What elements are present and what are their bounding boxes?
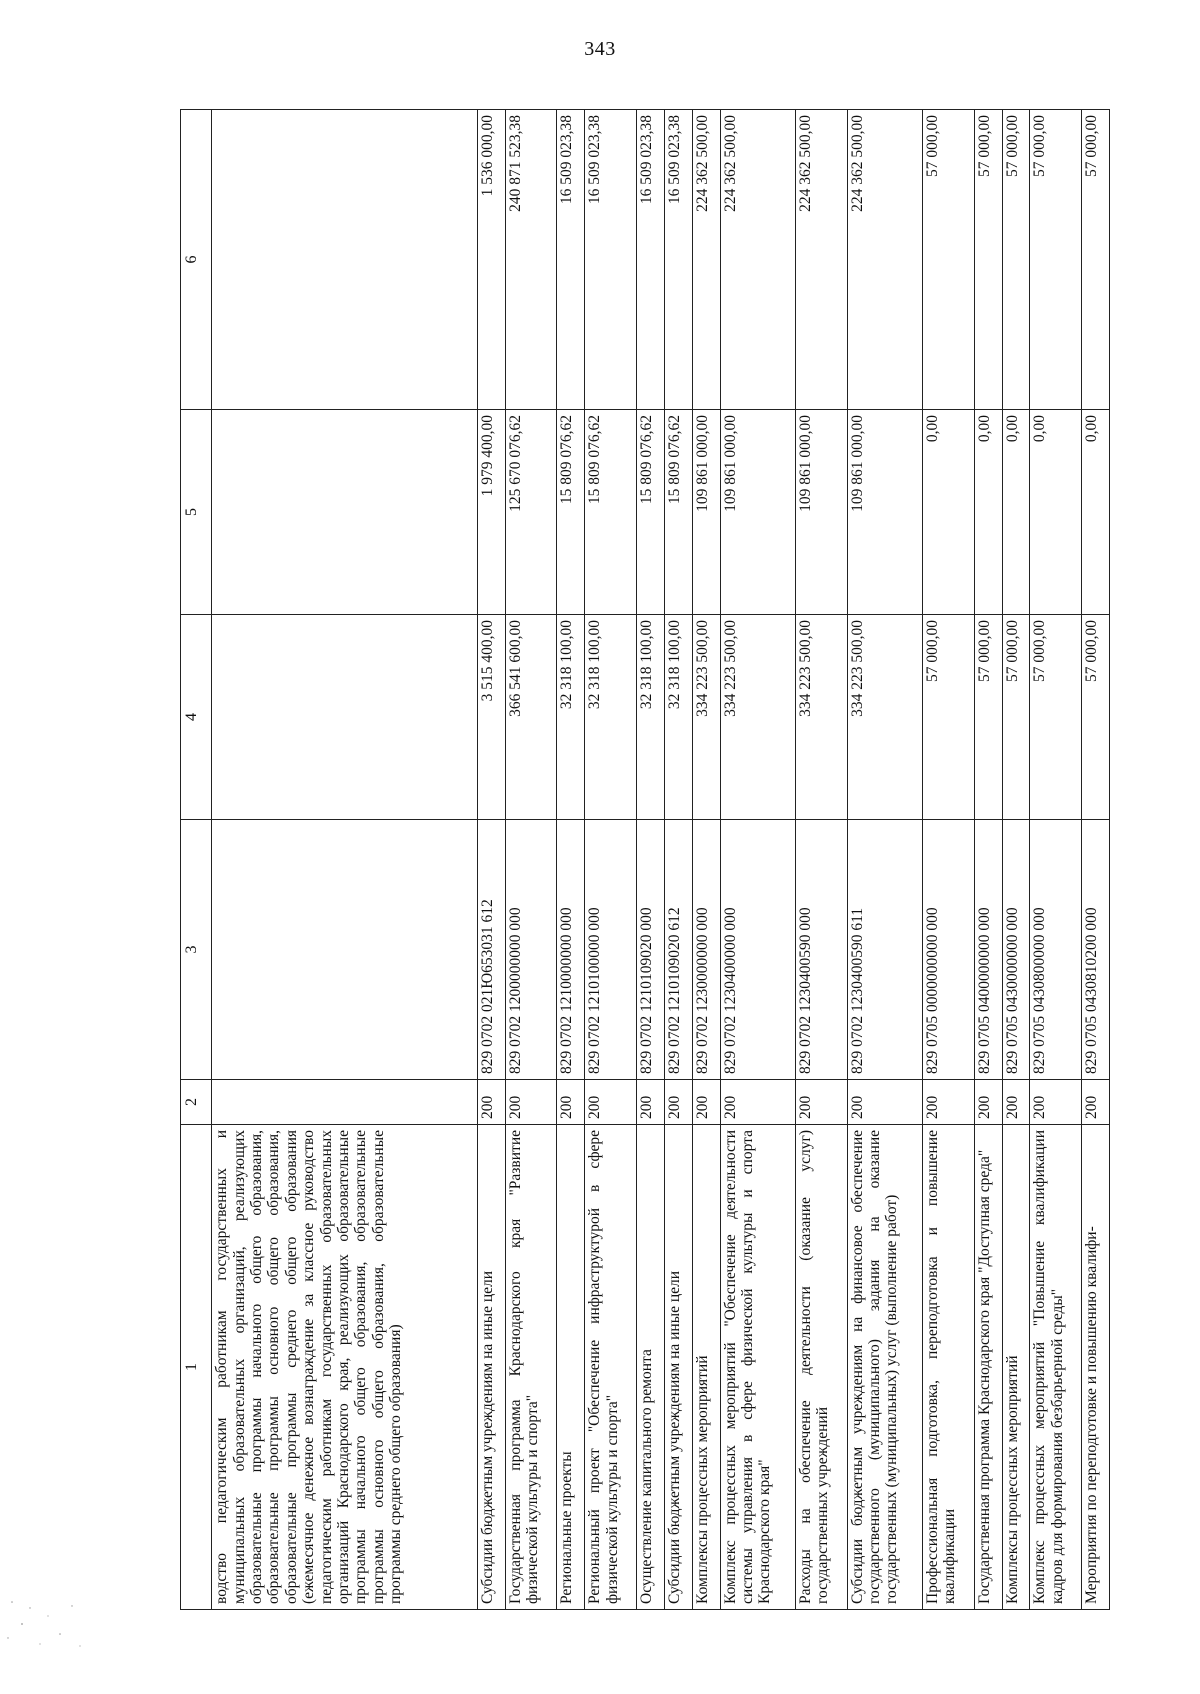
row-amount-2024-cell: 0,00: [1002, 410, 1030, 615]
table-row: [1002, 110, 1030, 1610]
table-row: [720, 110, 795, 1610]
row-amount-total-cell: 57 000,00: [1030, 615, 1082, 820]
row-amount-2025-cell: [212, 110, 478, 410]
table-header-row: [181, 110, 212, 1610]
row-amount-2025-cell: 224 362 500,00: [692, 110, 720, 410]
row-amount-2024-cell: 15 809 076,62: [664, 410, 692, 615]
row-amount-total-cell: 334 223 500,00: [847, 615, 922, 820]
row-name-cell: Расходы на обеспечение деятельности (оказание услуг) государственных учреждений: [795, 1125, 847, 1610]
row-code-cell: 829 0702 1230400000 000: [720, 820, 795, 1080]
row-code-cell: [212, 820, 478, 1080]
table-row: [795, 110, 847, 1610]
header-cell: 2: [181, 1080, 212, 1125]
row-amount-total-cell: 334 223 500,00: [720, 615, 795, 820]
row-code-cell: 829 0705 0000000000 000: [923, 820, 975, 1080]
row-code-cell: 829 0705 0430000000 000: [1002, 820, 1030, 1080]
header-cell: 4: [181, 615, 212, 820]
row-code-cell: 829 0705 0430810200 000: [1082, 820, 1110, 1080]
row-code-cell: 829 0702 1230400590 000: [795, 820, 847, 1080]
header-cell: 1: [181, 1125, 212, 1610]
row-category-cell: 200: [720, 1080, 795, 1125]
row-name-cell: Осуществление капитального ремонта: [636, 1125, 664, 1610]
row-amount-2025-cell: 16 509 023,38: [636, 110, 664, 410]
row-amount-2025-cell: 240 871 523,38: [505, 110, 557, 410]
table-row: [477, 110, 505, 1610]
row-code-cell: 829 0702 1210109020 000: [636, 820, 664, 1080]
row-category-cell: 200: [585, 1080, 637, 1125]
row-code-cell: 829 0705 0430800000 000: [1030, 820, 1082, 1080]
row-code-cell: 829 0702 021Ю653031 612: [477, 820, 505, 1080]
row-amount-2024-cell: 0,00: [974, 410, 1002, 615]
row-code-cell: 829 0702 1210109020 612: [664, 820, 692, 1080]
row-amount-2024-cell: 0,00: [1030, 410, 1082, 615]
row-name-cell: Мероприятия по переподготовке и повышению квалифи-: [1082, 1125, 1110, 1610]
table-row: [1030, 110, 1082, 1610]
row-category-cell: 200: [505, 1080, 557, 1125]
row-amount-2025-cell: 16 509 023,38: [557, 110, 585, 410]
row-amount-2025-cell: 16 509 023,38: [664, 110, 692, 410]
row-amount-total-cell: [212, 615, 478, 820]
row-name-cell: Субсидии бюджетным учреждениям на финансовое обеспечение государственного (муниципального) задания на оказание государственных (муниципальных) услуг (выполнение работ): [847, 1125, 922, 1610]
row-code-cell: 829 0705 0400000000 000: [974, 820, 1002, 1080]
row-amount-total-cell: 32 318 100,00: [585, 615, 637, 820]
row-amount-total-cell: 57 000,00: [974, 615, 1002, 820]
page-number: 343: [584, 38, 616, 60]
row-category-cell: 200: [974, 1080, 1002, 1125]
row-amount-2025-cell: 224 362 500,00: [847, 110, 922, 410]
row-amount-2025-cell: 224 362 500,00: [795, 110, 847, 410]
row-code-cell: 829 0702 1230000000 000: [692, 820, 720, 1080]
table-row: [923, 110, 975, 1610]
row-amount-2024-cell: 15 809 076,62: [585, 410, 637, 615]
row-category-cell: [212, 1080, 478, 1125]
row-amount-total-cell: 57 000,00: [1082, 615, 1110, 820]
row-amount-total-cell: 57 000,00: [1002, 615, 1030, 820]
row-name-cell: Государственная программа Краснодарского края "Доступная среда": [974, 1125, 1002, 1610]
row-amount-2024-cell: 125 670 076,62: [505, 410, 557, 615]
row-name-cell: водство педагогическим работникам государственных и муниципальных образовательных организаций, реализующих образовательные программы начального общего образования, образовательные программы основного общего образования, образовательные программы среднего общего образования (ежемесячное денежное вознаграждение за классное руководство педагогическим работникам государственных образовательных организаций Краснодарского края, реализующих образовательные программы начального общего образования, образовательные программы основного общего образования, образовательные программы среднего общего образования): [212, 1125, 478, 1610]
row-category-cell: 200: [1030, 1080, 1082, 1125]
row-amount-total-cell: 32 318 100,00: [636, 615, 664, 820]
table-row: [692, 110, 720, 1610]
row-name-cell: Комплексы процессных мероприятий: [692, 1125, 720, 1610]
row-name-cell: Профессиональная подготовка, переподготовка и повышение квалификации: [923, 1125, 975, 1610]
row-name-cell: Региональный проект "Обеспечение инфраструктурой в сфере физической культуры и спорта": [585, 1125, 637, 1610]
row-amount-total-cell: 334 223 500,00: [692, 615, 720, 820]
row-category-cell: 200: [692, 1080, 720, 1125]
row-category-cell: 200: [477, 1080, 505, 1125]
rotated-table-wrapper: [180, 110, 1110, 1610]
row-category-cell: 200: [1002, 1080, 1030, 1125]
row-name-cell: Государственная программа Краснодарского края "Развитие физической культуры и спорта": [505, 1125, 557, 1610]
row-category-cell: 200: [557, 1080, 585, 1125]
row-amount-total-cell: 366 541 600,00: [505, 615, 557, 820]
row-name-cell: Комплексы процессных мероприятий: [1002, 1125, 1030, 1610]
row-amount-2024-cell: [212, 410, 478, 615]
row-amount-2024-cell: 1 979 400,00: [477, 410, 505, 615]
row-name-cell: Субсидии бюджетным учреждениям на иные цели: [477, 1125, 505, 1610]
scan-noise-decoration: [0, 1594, 90, 1654]
row-amount-2024-cell: 109 861 000,00: [847, 410, 922, 615]
row-amount-total-cell: 57 000,00: [923, 615, 975, 820]
row-amount-2024-cell: 15 809 076,62: [636, 410, 664, 615]
row-category-cell: 200: [636, 1080, 664, 1125]
row-amount-2024-cell: 109 861 000,00: [692, 410, 720, 615]
row-name-cell: Региональные проекты: [557, 1125, 585, 1610]
row-amount-2025-cell: 57 000,00: [1002, 110, 1030, 410]
row-code-cell: 829 0702 1210000000 000: [557, 820, 585, 1080]
row-amount-2025-cell: 57 000,00: [1082, 110, 1110, 410]
row-amount-2025-cell: 16 509 023,38: [585, 110, 637, 410]
table-row: [664, 110, 692, 1610]
row-amount-2024-cell: 0,00: [923, 410, 975, 615]
row-amount-2024-cell: 109 861 000,00: [720, 410, 795, 615]
row-amount-2025-cell: 224 362 500,00: [720, 110, 795, 410]
row-amount-2025-cell: 1 536 000,00: [477, 110, 505, 410]
row-amount-total-cell: 334 223 500,00: [795, 615, 847, 820]
table-row: [636, 110, 664, 1610]
row-category-cell: 200: [795, 1080, 847, 1125]
row-code-cell: 829 0702 1210100000 000: [585, 820, 637, 1080]
row-category-cell: 200: [664, 1080, 692, 1125]
table-row: [585, 110, 637, 1610]
row-name-cell: Комплекс процессных мероприятий "Повышение квалификации кадров для формирования безбарьерной среды": [1030, 1125, 1082, 1610]
row-code-cell: 829 0702 1200000000 000: [505, 820, 557, 1080]
table-row: [974, 110, 1002, 1610]
row-amount-2024-cell: 0,00: [1082, 410, 1110, 615]
row-amount-total-cell: 3 515 400,00: [477, 615, 505, 820]
table-row: [1082, 110, 1110, 1610]
row-name-cell: Комплекс процессных мероприятий "Обеспечение деятельности системы управления в сфере физической культуры и спорта Краснодарского края": [720, 1125, 795, 1610]
budget-table: [180, 109, 1110, 1610]
table-row: [847, 110, 922, 1610]
row-category-cell: 200: [847, 1080, 922, 1125]
row-amount-2024-cell: 15 809 076,62: [557, 410, 585, 615]
row-amount-2024-cell: 109 861 000,00: [795, 410, 847, 615]
row-name-cell: Субсидии бюджетным учреждениям на иные цели: [664, 1125, 692, 1610]
row-amount-2025-cell: 57 000,00: [1030, 110, 1082, 410]
row-amount-2025-cell: 57 000,00: [974, 110, 1002, 410]
row-code-cell: 829 0702 1230400590 611: [847, 820, 922, 1080]
table-row: [505, 110, 557, 1610]
row-category-cell: 200: [1082, 1080, 1110, 1125]
row-amount-2025-cell: 57 000,00: [923, 110, 975, 410]
header-cell: 3: [181, 820, 212, 1080]
header-cell: 5: [181, 410, 212, 615]
row-amount-total-cell: 32 318 100,00: [664, 615, 692, 820]
row-category-cell: 200: [923, 1080, 975, 1125]
table-row: [557, 110, 585, 1610]
table-row: [212, 110, 478, 1610]
header-cell: 6: [181, 110, 212, 410]
row-amount-total-cell: 32 318 100,00: [557, 615, 585, 820]
